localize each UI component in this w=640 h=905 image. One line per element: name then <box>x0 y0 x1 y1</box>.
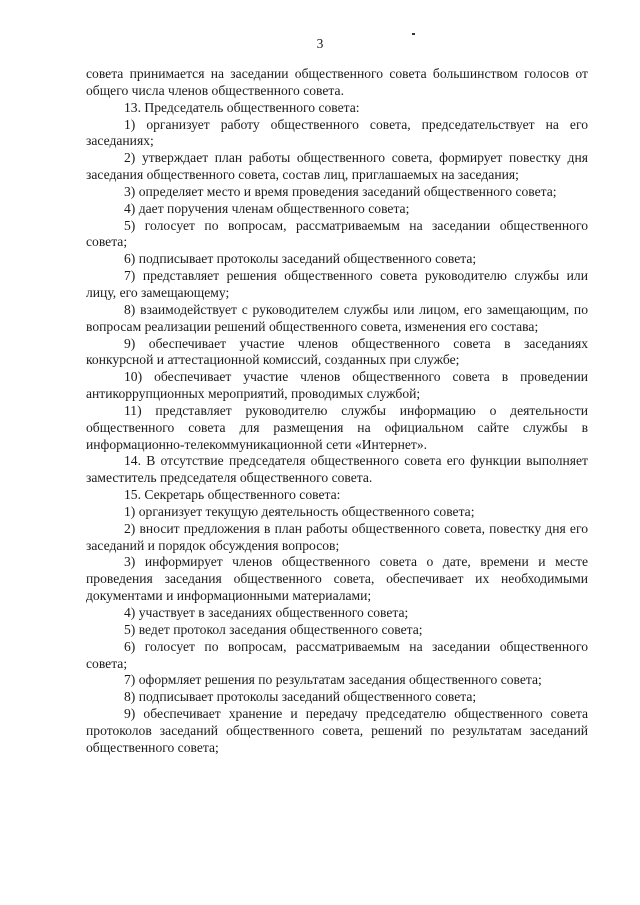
paragraph: 6) голосует по вопросам, рассматриваемым на заседании общественного совета; <box>86 638 588 671</box>
paragraph: 5) ведет протокол заседания общественного совета; <box>124 621 423 637</box>
paragraph: 8) подписывает протоколы заседаний общественного совета; <box>124 689 477 705</box>
paragraph: 1) организует работу общественного совета, председательствует на его заседаниях; <box>86 116 588 149</box>
paragraph: 6) подписывает протоколы заседаний общественного совета; <box>124 251 477 267</box>
paragraph: 7) представляет решения общественного совета руководителю службы или лицу, его замещающему; <box>86 268 588 300</box>
paragraph: 9) обеспечивает участие членов общественного совета в заседаниях конкурсной и аттестационной комиссий, созданных при службе; <box>86 335 588 368</box>
paragraph: 10) обеспечивает участие членов общественного совета в проведении антикоррупционных мероприятий, проводимых службой; <box>86 369 588 402</box>
paragraph: 1) организует текущую деятельность общественного совета; <box>124 503 475 519</box>
page-number: 3 <box>316 36 324 51</box>
paragraph: совета принимается на заседании общественного совета большинством голосов от общего числа членов общественного совета. <box>86 66 588 98</box>
paragraph: 5) голосует по вопросам, рассматриваемым на заседании общественного совета; <box>86 217 588 250</box>
paragraph: 2) вносит предложения в план работы общественного совета, повестку дня его заседаний и порядок обсуждения вопросов; <box>86 520 588 553</box>
paragraph: 11) представляет руководителю службы информацию о деятельности общественного совета для размещения на официальном сайте службы в информационно-телекоммуникационной сети «Интернет». <box>86 402 588 452</box>
paragraph: 9) обеспечивает хранение и передачу председателю общественного совета протоколов заседаний общественного совета, решений по результатам заседаний общественного совета; <box>86 706 588 755</box>
paragraph: 4) дает поручения членам общественного совета; <box>124 200 410 216</box>
paragraph: 8) взаимодействует с руководителем службы или лицом, его замещающим, по вопросам реализации решений общественного совета, изменения его состава; <box>86 301 588 334</box>
document-body <box>86 66 588 757</box>
paragraph: 2) утверждает план работы общественного совета, формирует повестку дня заседания общественного совета, состав лиц, приглашаемых на заседания; <box>86 150 588 183</box>
paragraph: 7) оформляет решения по результатам заседания общественного совета; <box>124 672 542 688</box>
paragraph: 3) определяет место и время проведения заседаний общественного совета; <box>124 183 557 199</box>
scan-artifact-dot <box>412 33 415 35</box>
paragraph: 3) информирует членов общественного совета о дате, времени и месте проведения заседания общественного совета, обеспечивает их необходимыми документами и информационными материалами; <box>86 554 588 604</box>
paragraph: 4) участвует в заседаниях общественного совета; <box>124 605 409 620</box>
paragraph: 15. Секретарь общественного совета: <box>124 487 341 503</box>
paragraph: 14. В отсутствие председателя общественного совета его функции выполняет заместитель председателя общественного совета. <box>86 453 588 486</box>
paragraph: 13. Председатель общественного совета: <box>124 99 360 115</box>
